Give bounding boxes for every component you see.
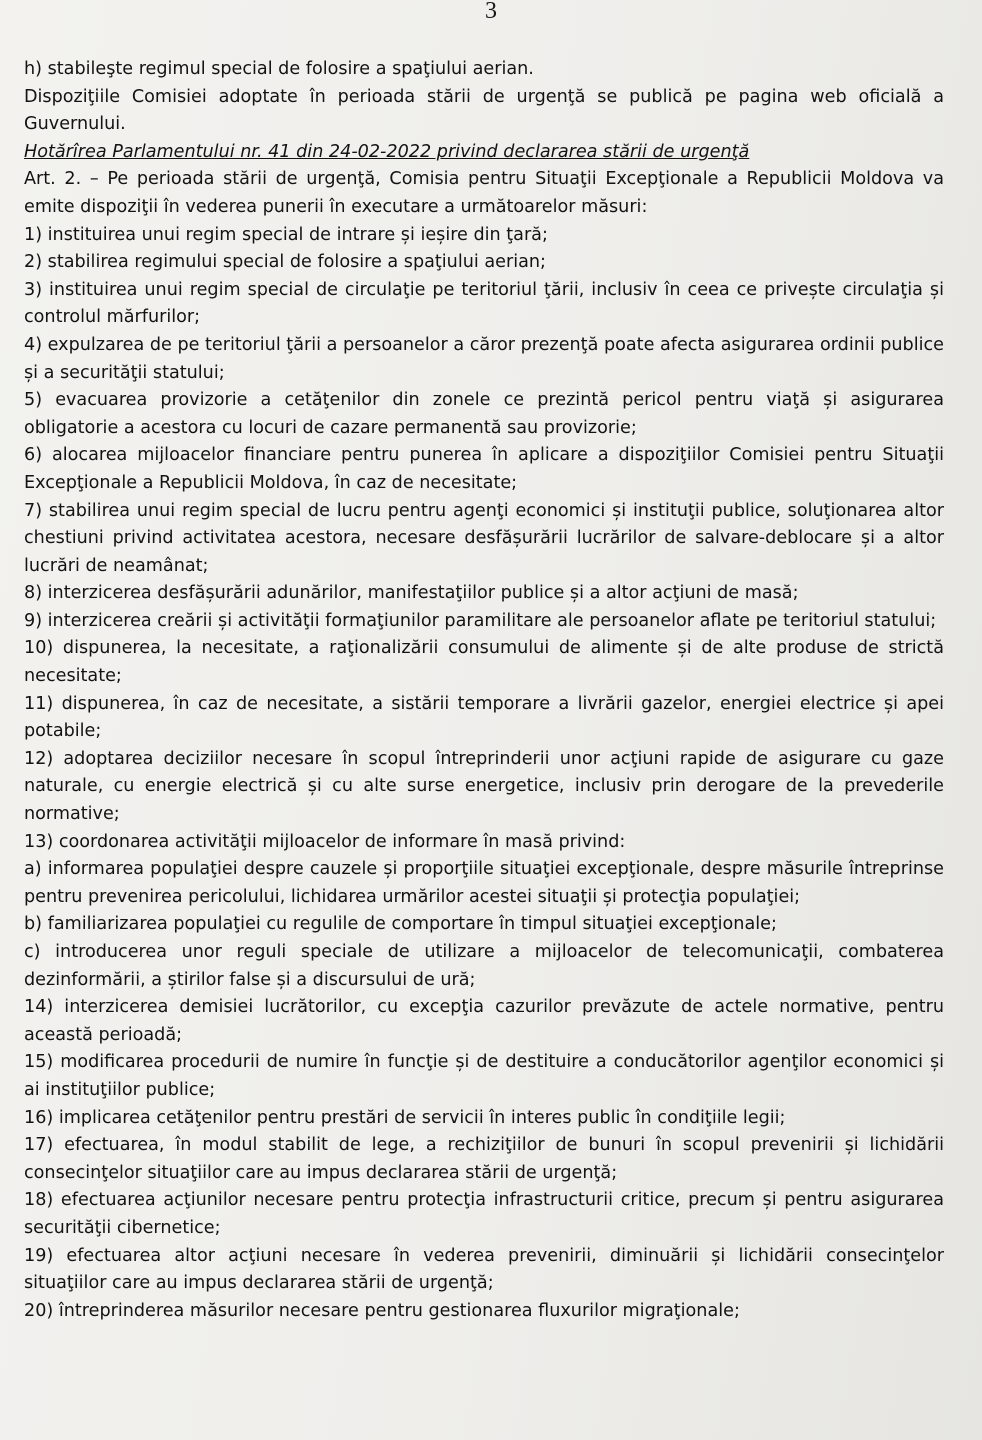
document-body	[24, 56, 944, 1325]
measure-item: 16) implicarea cetăţenilor pentru prestări de servicii în interes public în condiţiile legii;	[24, 1107, 786, 1128]
measure-item: 5) evacuarea provizorie a cetăţenilor din zonele ce prezintă pericol pentru viaţă și asigurarea obligatorie a acestora cu locuri de cazare permanentă sau provizorie;	[24, 390, 944, 438]
measure-item: 12) adoptarea deciziilor necesare în scopul întreprinderii unor acţiuni rapide de asigurare cu gaze naturale, cu energie electrică și cu alte surse energetice, inclusiv prin derogare de la prevederile normative;	[24, 748, 944, 825]
article-heading: Art. 2. – Pe perioada stării de urgenţă, Comisia pentru Situaţii Excepţionale a Republicii Moldova va emite dispoziţii în vederea punerii în executare a următoarelor măsuri:	[24, 169, 944, 217]
measure-item: 2) stabilirea regimului special de folosire a spaţiului aerian;	[24, 252, 546, 273]
measure-item: 13) coordonarea activităţii mijloacelor de informare în masă privind:	[24, 831, 626, 852]
measure-item: 20) întreprinderea măsurilor necesare pentru gestionarea fluxurilor migraţionale;	[24, 1300, 740, 1321]
measure-item: 8) interzicerea desfășurării adunărilor, manifestaţiilor publice și a altor acţiuni de masă;	[24, 583, 799, 604]
intro-line-h: h) stabileşte regimul special de folosire a spaţiului aerian.	[24, 59, 534, 79]
measure-subitem: c) introducerea unor reguli speciale de utilizare a mijloacelor de telecomunicaţii, combaterea dezinformării, a știrilor false și a discursului de ură;	[24, 942, 944, 990]
measure-item: 17) efectuarea, în modul stabilit de lege, a rechiziţiilor de bunuri în scopul prevenirii și lichidării consecinţelor situaţiilor care au impus declararea stării de urgenţă;	[24, 1135, 944, 1183]
measure-item: 19) efectuarea altor acţiuni necesare în vederea prevenirii, diminuării și lichidării consecinţelor situaţiilor care au impus declararea stării de urgenţă;	[24, 1245, 944, 1294]
measure-item: 6) alocarea mijloacelor financiare pentru punerea în aplicare a dispoziţiilor Comisiei pentru Situaţii Excepţionale a Republicii Moldova, în caz de necesitate;	[24, 445, 944, 493]
measure-item: 4) expulzarea de pe teritoriul ţării a persoanelor a căror prezenţă poate afecta asigurarea ordinii publice și a securităţii statului;	[24, 334, 944, 383]
measure-subitem: b) familiarizarea populaţiei cu regulile de comportare în timpul situaţiei excepţionale;	[24, 914, 777, 935]
measure-item: 10) dispunerea, la necesitate, a raţionalizării consumului de alimente și de alte produse de strictă necesitate;	[24, 638, 944, 687]
measure-subitem: a) informarea populaţiei despre cauzele și proporţiile situaţiei excepţionale, despre măsurile întreprinse pentru prevenirea pericolului, lichidarea urmărilor acestei situaţii și protecţia populaţiei;	[24, 859, 944, 907]
measure-item: 9) interzicerea creării și activităţii formaţiunilor paramilitare ale persoanelor aflate pe teritoriul statului;	[24, 610, 937, 631]
citation-link[interactable]: Hotărîrea Parlamentului nr. 41 din 24-02-2022 privind declararea stării de urgenţă	[24, 141, 750, 162]
measure-item: 3) instituirea unui regim special de circulaţie pe teritoriul ţării, inclusiv în ceea ce privește circulaţia și controlul mărfurilor;	[24, 279, 944, 328]
measure-item: 18) efectuarea acţiunilor necesare pentru protecţia infrastructurii critice, precum și pentru asigurarea securităţii cibernetice;	[24, 1190, 944, 1238]
measure-item: 7) stabilirea unui regim special de lucru pentru agenţi economici și instituţii publice, soluţionarea altor chestiuni privind activitatea acestora, necesare desfășurării lucrărilor de salvare-deblocare și a altor lucrări de neamânat;	[24, 500, 944, 576]
measure-item: 11) dispunerea, în caz de necesitate, a sistării temporare a livrării gazelor, energiei electrice și apei potabile;	[24, 693, 944, 742]
page-number: 3	[485, 0, 497, 24]
measure-item: 1) instituirea unui regim special de intrare și ieșire din ţară;	[24, 224, 548, 245]
measure-item: 15) modificarea procedurii de numire în funcţie și de destituire a conducătorilor agenţilor economici și ai instituţiilor publice;	[24, 1052, 944, 1100]
measure-item: 14) interzicerea demisiei lucrătorilor, cu excepţia cazurilor prevăzute de actele normative, pentru această perioadă;	[24, 997, 944, 1045]
publication-note: Dispoziţiile Comisiei adoptate în perioada stării de urgenţă se publică pe pagina web oficială a Guvernului.	[24, 86, 944, 135]
